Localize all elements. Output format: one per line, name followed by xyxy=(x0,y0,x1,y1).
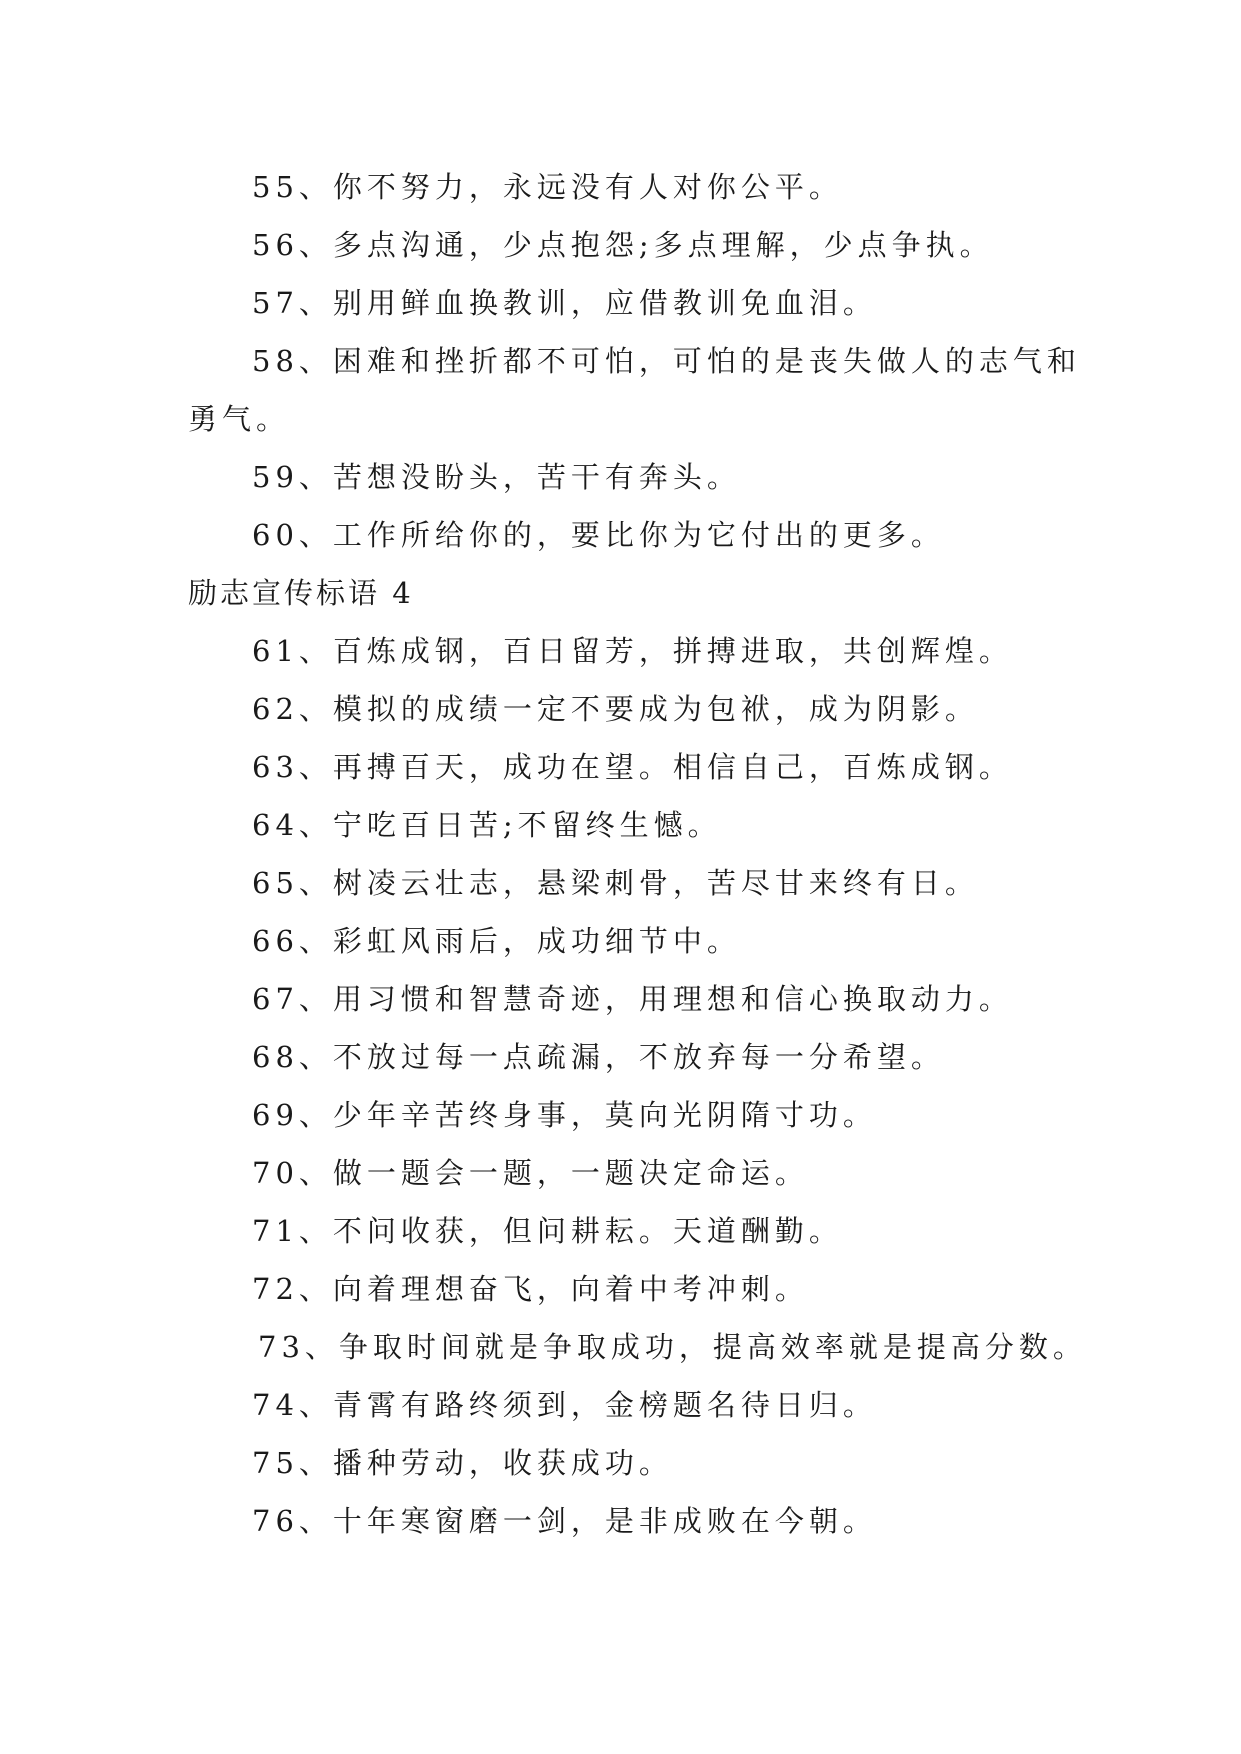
list-item-continuation: 勇气。 xyxy=(188,402,291,436)
list-item: 59、苦想没盼头，苦干有奔头。 xyxy=(252,460,741,494)
list-item: 60、工作所给你的，要比你为它付出的更多。 xyxy=(252,518,945,552)
list-item: 65、树凌云壮志，悬梁刺骨，苦尽甘来终有日。 xyxy=(252,866,979,900)
document-body xyxy=(188,158,1088,1550)
list-item: 63、再搏百天，成功在望。相信自己，百炼成钢。 xyxy=(252,750,1013,784)
list-item: 67、用习惯和智慧奇迹，用理想和信心换取动力。 xyxy=(252,982,1013,1016)
list-item: 71、不问收获，但问耕耘。天道酬勤。 xyxy=(252,1214,843,1248)
list-item: 73、争取时间就是争取成功，提高效率就是提高分数。 xyxy=(258,1330,1087,1364)
list-item: 55、你不努力，永远没有人对你公平。 xyxy=(252,170,843,204)
list-item: 56、多点沟通，少点抱怨;多点理解，少点争执。 xyxy=(252,228,994,262)
list-item: 64、宁吃百日苦;不留终生憾。 xyxy=(252,808,722,842)
list-item: 76、十年寒窗磨一剑，是非成败在今朝。 xyxy=(252,1504,877,1538)
list-item: 62、模拟的成绩一定不要成为包袱，成为阴影。 xyxy=(252,692,979,726)
list-item: 72、向着理想奋飞，向着中考冲刺。 xyxy=(252,1272,809,1306)
list-item: 61、百炼成钢，百日留芳，拼搏进取，共创辉煌。 xyxy=(252,634,1013,668)
list-item: 58、困难和挫折都不可怕，可怕的是丧失做人的志气和 xyxy=(252,344,1081,378)
list-item: 69、少年辛苦终身事，莫向光阴隋寸功。 xyxy=(252,1098,877,1132)
list-item: 68、不放过每一点疏漏，不放弃每一分希望。 xyxy=(252,1040,945,1074)
list-item: 66、彩虹风雨后，成功细节中。 xyxy=(252,924,741,958)
list-item: 70、做一题会一题，一题决定命运。 xyxy=(252,1156,809,1190)
list-item: 74、青霄有路终须到，金榜题名待日归。 xyxy=(252,1388,877,1422)
section-heading: 励志宣传标语 4 xyxy=(188,576,414,610)
list-item: 57、别用鲜血换教训，应借教训免血泪。 xyxy=(252,286,877,320)
list-item: 75、播种劳动，收获成功。 xyxy=(252,1446,673,1480)
